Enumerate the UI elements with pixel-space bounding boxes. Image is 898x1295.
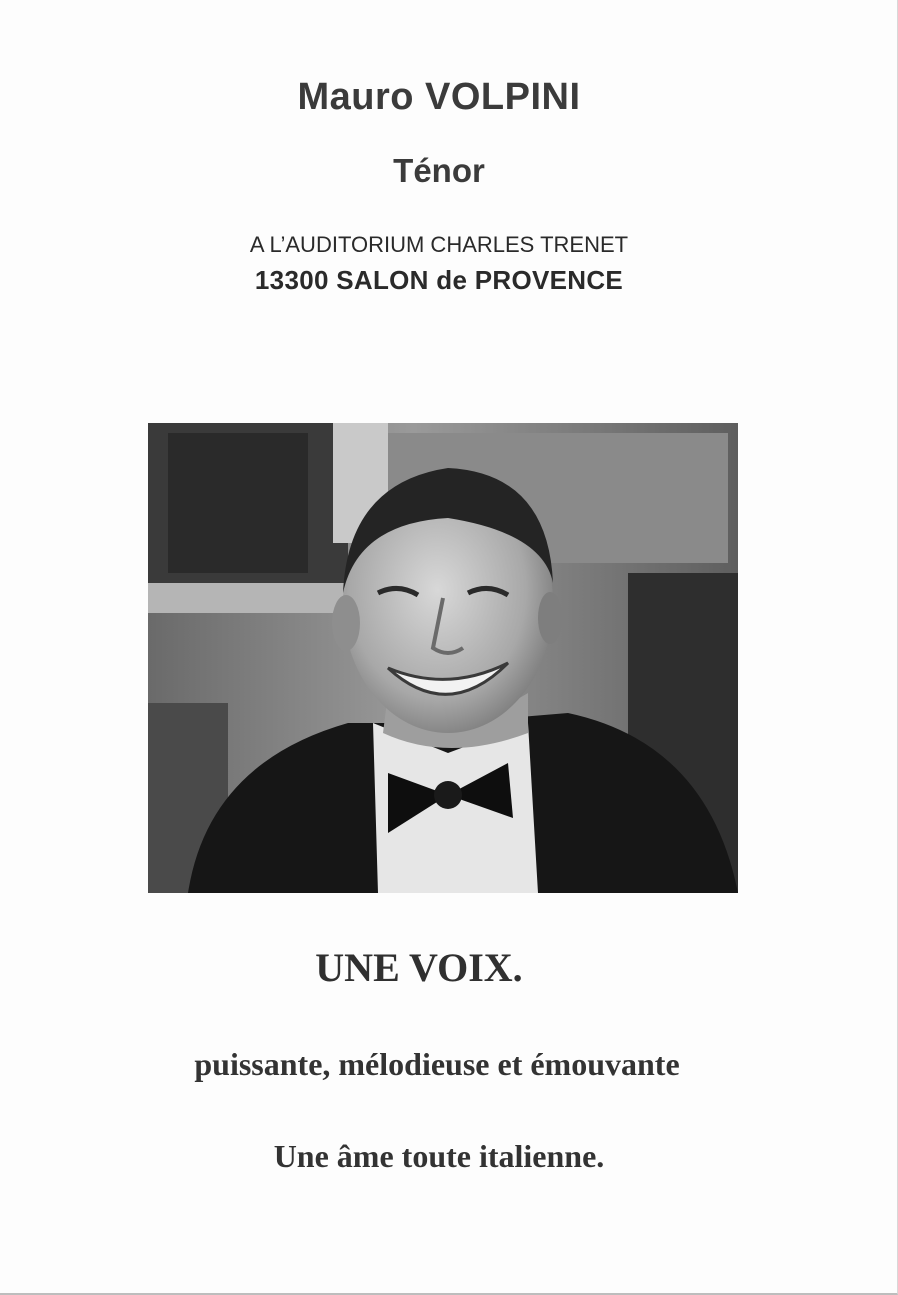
performer-photo	[148, 423, 738, 893]
performer-name: Mauro VOLPINI	[297, 76, 581, 118]
performer-role: Ténor	[393, 152, 485, 189]
voice-description: puissante, mélodieuse et émouvante	[194, 1046, 680, 1082]
tagline: UNE VOIX.	[315, 945, 523, 990]
venue-name: A L’AUDITORIUM CHARLES TRENET	[249, 232, 629, 257]
venue-city: 13300 SALON de PROVENCE	[254, 265, 624, 295]
soul-line: Une âme toute italienne.	[273, 1138, 605, 1174]
